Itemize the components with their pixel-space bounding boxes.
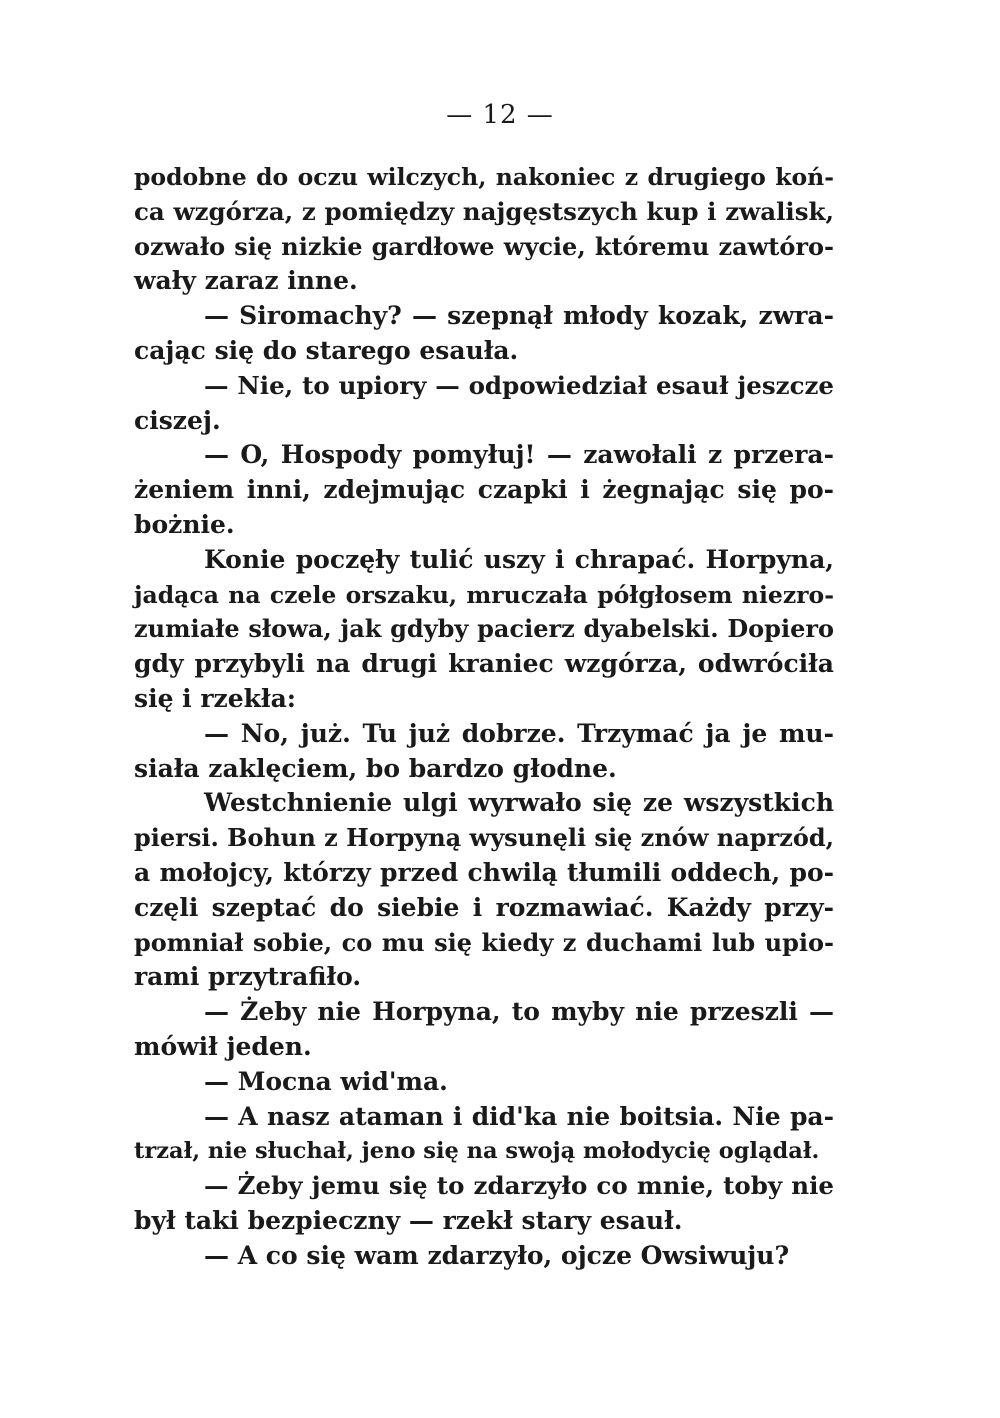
text-line: żeniem inni, zdejmując czapki i żegnając się po- (134, 475, 834, 505)
text-line: gdy przybyli na drugi kraniec wzgórza, odwróciła (134, 649, 834, 679)
text-line: — Żeby jemu się to zdarzyło co mnie, toby nie (204, 1171, 834, 1201)
text-line: zumiałe słowa, jak gdyby pacierz dyabelski. Dopiero (134, 614, 834, 644)
text-line: — Nie, to upiory — odpowiedział esauł jeszcze (204, 370, 834, 400)
text-line: — O, Hospody pomyłuj! — zawołali z przera- (204, 440, 834, 470)
text-line: — Mocna wid'ma. (204, 1066, 448, 1096)
text-line: podobne do oczu wilczych, nakoniec z drugiego koń- (134, 163, 834, 191)
text-line: rami przytrafiło. (134, 962, 362, 992)
text-line: a mołojcy, którzy przed chwilą tłumili oddech, po- (134, 857, 834, 887)
text-line: częli szeptać do siebie i rozmawiać. Każdy przy- (134, 892, 834, 922)
text-line: — Siromachy? — szepnął młody kozak, zwra- (204, 301, 834, 331)
body-text (134, 160, 834, 1274)
text-line: ozwało się nizkie gardłowe wycie, któremu zawtóro- (134, 231, 834, 261)
text-line: był taki bezpieczny — rzekł stary esauł. (134, 1205, 683, 1235)
text-line: piersi. Bohun z Horpyną wysunęli się znów naprzód, (134, 823, 834, 853)
text-line: — A nasz ataman i did'ka nie boitsia. Nie pa- (204, 1101, 834, 1131)
text-line: wały zaraz inne. (134, 266, 358, 296)
text-line: — No, już. Tu już dobrze. Trzymać ja je mu- (204, 718, 834, 748)
text-line: się i rzekła: (134, 683, 297, 713)
text-line: ciszej. (134, 405, 221, 435)
text-line: cając się do starego esauła. (134, 335, 519, 365)
text-line: pomniał sobie, co mu się kiedy z duchami lub upio- (134, 927, 834, 957)
page-number: — 12 — (446, 100, 554, 130)
text-line: bożnie. (134, 509, 235, 539)
text-line: jadąca na czele orszaku, mruczała półgłosem niezro- (134, 580, 834, 609)
text-line: — Żeby nie Horpyna, to myby nie przeszli — (204, 997, 834, 1027)
text-line: — A co się wam zdarzyło, ojcze Owsiwuju? (204, 1240, 790, 1270)
text-line: siała zaklęciem, bo bardzo głodne. (134, 753, 617, 783)
text-line: Konie poczęły tulić uszy i chrapać. Horpyna, (204, 544, 834, 574)
text-line: ca wzgórza, z pomiędzy najgęstszych kup i zwalisk, (134, 196, 834, 226)
text-line: mówił jeden. (134, 1031, 312, 1061)
text-line: Westchnienie ulgi wyrwało się ze wszystkich (204, 788, 834, 818)
text-line: trzał, nie słuchał, jeno się na swoją mołodycię oglądał. (134, 1138, 820, 1165)
